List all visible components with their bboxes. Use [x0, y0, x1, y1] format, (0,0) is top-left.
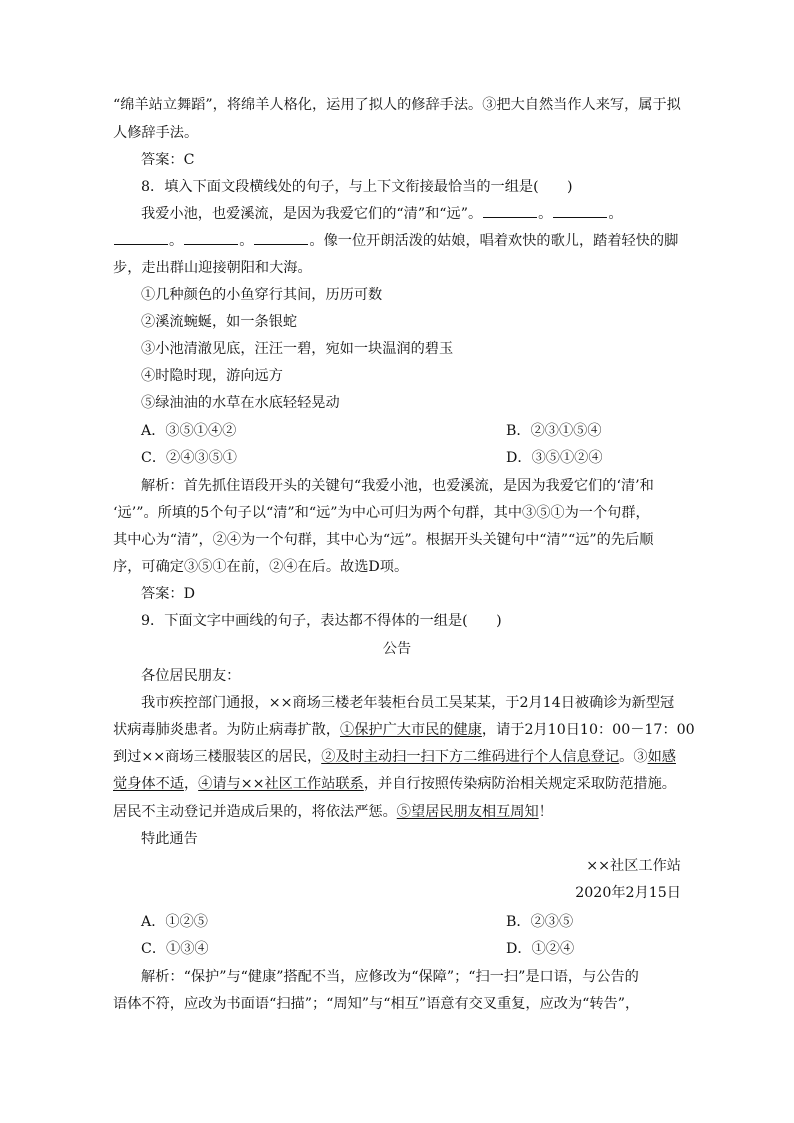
q9-analysis-line1: 解析：“保护”与“健康”搭配不当，应修改为“保障”；“扫一扫”是口语，与公告的	[141, 969, 639, 985]
underlined-sentence-4: ④请与××社区工作站联系	[198, 776, 364, 792]
notice-title: 公告	[382, 641, 412, 657]
answer-8: 答案：D	[141, 586, 195, 602]
q8-option-a: A．③⑤①④②	[141, 423, 237, 439]
underlined-sentence-5: ⑤望居民朋友相互周知	[396, 804, 539, 820]
underlined-sentence-3a: 如感	[647, 749, 676, 765]
blank-2	[553, 205, 607, 218]
q8-item-5: ⑤绿油油的水草在水底轻轻晃动	[141, 395, 340, 411]
q8-item-3: ③小池清澈见底，汪汪一碧，宛如一块温润的碧玉	[141, 341, 454, 357]
underlined-sentence-3b: 觉身体不适	[113, 776, 184, 792]
answer-7: 答案：C	[141, 152, 195, 168]
q8-analysis-line1: 解析：首先抓住语段开头的关键句“我爱小池，也爱溪流，是因为我爱它们的‘清’和	[141, 478, 654, 494]
q8-analysis-line4: 序，可确定③⑤①在前，②④在后。故选D项。	[113, 559, 409, 575]
q8-option-d: D．③⑤①②④	[506, 450, 603, 466]
notice-signature: ××社区工作站	[586, 858, 681, 874]
q9-options-row1	[141, 912, 574, 932]
notice-body-line3: 到过××商场三楼服装区的居民，②及时主动扫一扫下方二维码进行个人信息登记。③如感	[113, 749, 676, 765]
blank-4	[184, 232, 238, 245]
q9-options-row2	[141, 939, 575, 959]
blank-3	[114, 232, 168, 245]
notice-date: 2020年2月15日	[575, 885, 681, 901]
q8-passage-text: 我爱小池，也爱溪流，是因为我爱它们的“清”和“远”。	[141, 206, 483, 222]
q8-option-b: B．②③①⑤④	[506, 423, 602, 439]
q8-item-1: ①几种颜色的小鱼穿行其间，历历可数	[141, 287, 383, 303]
blank-1	[483, 205, 537, 218]
q8-item-4: ④时隐时现，游向远方	[141, 368, 283, 384]
blank-5	[254, 232, 308, 245]
q8-stem: 8．填入下面文段横线处的句子，与上下文衔接最恰当的一组是( )	[141, 179, 573, 195]
q8-passage-line2: 。 。 。像一位开朗活泼的姑娘，唱着欢快的歌儿，踏着轻快的脚	[113, 231, 678, 251]
notice-body-line1: 我市疾控部门通报，××商场三楼老年装柜台员工吴某某，于2月14日被确诊为新型冠	[141, 695, 675, 711]
para1-line2: 人修辞手法。	[113, 125, 199, 141]
q8-analysis-line3: 其中心为“清”，②④为一个句群，其中心为“远”。根据开头关键句中“清”“远”的先后顺	[113, 532, 654, 548]
q8-item-2: ②溪流蜿蜒，如一条银蛇	[141, 314, 298, 330]
notice-closing: 特此通告	[141, 831, 198, 847]
underlined-sentence-2: ②及时主动扫一扫下方二维码进行个人信息登记	[321, 749, 620, 765]
q9-option-d: D．①②④	[506, 941, 575, 957]
notice-salutation: 各位居民朋友：	[141, 668, 241, 684]
q9-option-c: C．①③④	[141, 941, 209, 957]
q9-analysis-line2: 语体不符，应改为书面语“扫描”；“周知”与“相互”语意有交叉重复，应改为“转告”，	[113, 996, 640, 1012]
underlined-sentence-1: ①保护广大市民的健康	[340, 722, 482, 738]
q8-analysis-line2: ‘远’”。所填的5个句子以“清”和“远”为中心可归为两个句群，其中③⑤①为一个句群，	[113, 505, 650, 521]
notice-body-line5: 居民不主动登记并造成后果的，将依法严惩。⑤望居民朋友相互周知！	[113, 804, 553, 820]
q8-options-row2	[141, 448, 603, 468]
q8-option-c: C．②④③⑤①	[141, 450, 237, 466]
notice-body-line2: 状病毒肺炎患者。为防止病毒扩散，①保护广大市民的健康，请于2月10日10：00－17：00	[113, 722, 695, 738]
para1-line1: “绵羊站立舞蹈”，将绵羊人格化，运用了拟人的修辞手法。③把大自然当作人来写，属于拟	[113, 97, 681, 113]
q8-options-row1	[141, 421, 602, 441]
q8-passage-line3: 步，走出群山迎接朝阳和大海。	[113, 260, 312, 276]
q9-option-b: B．②③⑤	[506, 914, 574, 930]
q9-option-a: A．①②⑤	[141, 914, 208, 930]
q9-stem: 9．下面文字中画线的句子，表达都不得体的一组是( )	[141, 613, 502, 629]
q8-passage-line1: 我爱小池，也爱溪流，是因为我爱它们的“清”和“远”。 。 。	[141, 206, 623, 222]
notice-body-line4: 觉身体不适，④请与××社区工作站联系，并自行按照传染病防治相关规定采取防范措施。	[113, 776, 676, 792]
